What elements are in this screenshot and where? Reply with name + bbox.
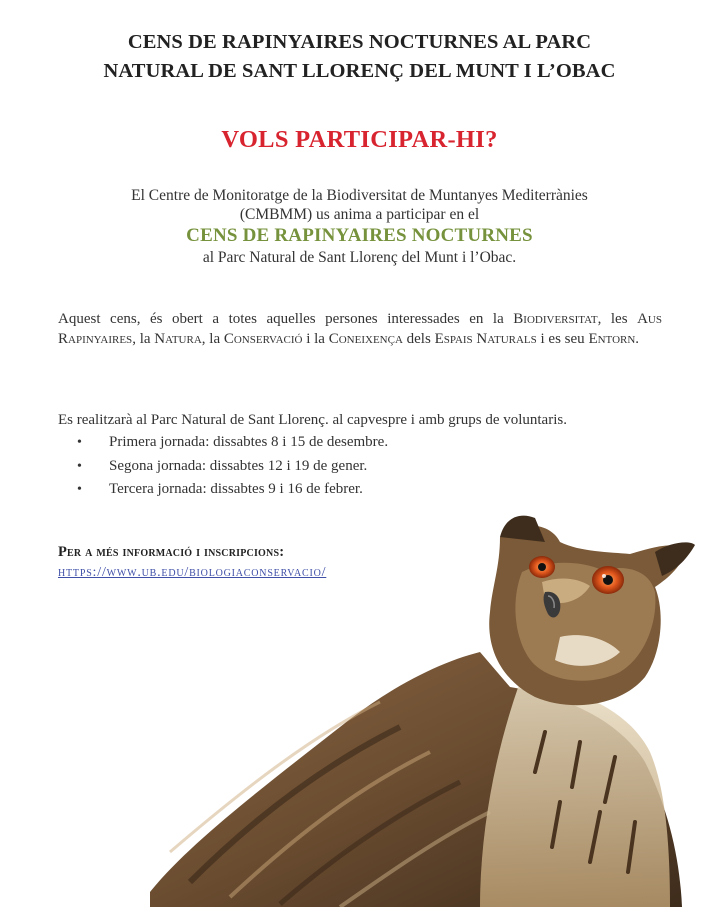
intro-line-1: El Centre de Monitoratge de la Biodiversitat de Muntanyes Mediterrànies (131, 187, 588, 204)
title-line-1: CENS DE RAPINYAIRES NOCTURNES AL PARC (127, 31, 592, 53)
bullet-icon: • (77, 482, 82, 497)
keyword-conservacio: Conservació (223, 331, 303, 347)
info-heading: Per a més informació i inscripcions: (58, 544, 285, 560)
keyword-aus-rapinyaires: Aus Rapinyaires (58, 311, 662, 347)
paragraph-text: , la (201, 331, 224, 347)
location-text: Es realitzarà al Parc Natural de Sant Llorenç. al capvespre i amb grups de voluntaris. (58, 412, 567, 428)
paragraph-text: i es seu (536, 331, 589, 347)
call-to-action-heading: VOLS PARTICIPAR-HI? (221, 126, 498, 153)
list-item (58, 431, 618, 455)
intro-block (0, 186, 719, 267)
paragraph-text: dels (402, 331, 435, 347)
keyword-coneixenca: Coneixença (328, 331, 403, 347)
paragraph-text: . (635, 331, 640, 347)
info-link[interactable]: https://www.ub.edu/biologiaconservacio/ (58, 565, 327, 580)
bullet-icon: • (77, 435, 82, 450)
dates-list (58, 431, 618, 502)
keyword-entorn: Entorn (588, 331, 636, 347)
page-title (0, 28, 719, 86)
keyword-natura: Natura (154, 331, 202, 347)
list-item (58, 455, 618, 479)
paragraph-text: i la (302, 331, 329, 347)
date-text: Primera jornada: dissabtes 8 i 15 de desembre. (109, 434, 389, 450)
paragraph-text: Aquest cens, és obert a totes aquelles persones interessades en la (58, 311, 514, 327)
bullet-icon: • (77, 458, 82, 474)
date-text: Tercera jornada: dissabtes 9 i 16 de febrer. (109, 481, 363, 497)
audience-paragraph (58, 309, 662, 349)
intro-line-4: al Parc Natural de Sant Llorenç del Munt i l’Obac. (202, 249, 517, 266)
list-item (58, 478, 618, 502)
date-text: Segona jornada: dissabtes 12 i 19 de gener. (109, 457, 368, 474)
intro-line-2: (CMBMM) us anima a participar en el (239, 206, 480, 223)
keyword-espais-naturals: Espais Naturals (434, 331, 537, 347)
paragraph-text: , les (597, 311, 638, 327)
eagle-owl-icon (150, 512, 710, 907)
census-name: CENS DE RAPINYAIRES NOCTURNES (186, 225, 533, 246)
paragraph-text: , la (132, 331, 155, 347)
title-line-2: NATURAL DE SANT LLORENÇ DEL MUNT I L’OBAC (103, 60, 616, 82)
keyword-biodiversitat: Biodiversitat (513, 311, 598, 327)
